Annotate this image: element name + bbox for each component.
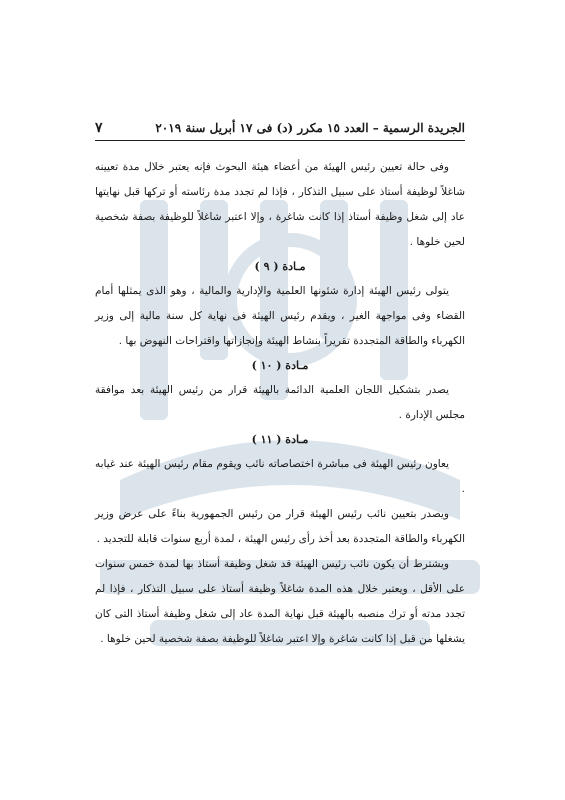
paragraph: يعاون رئيس الهيئة فى مباشرة اختصاصاته نائب ويقوم مقام رئيس الهيئة عند غيابه . xyxy=(95,458,465,495)
paragraph: ويصدر بتعيين نائب رئيس الهيئة قرار من رئيس الجمهورية بناءً على عرض وزير الكهرباء والطاقة المتجددة بعد أخذ رأى رئيس الهيئة ، لمدة أربع سنوات قابلة للتجديد . xyxy=(95,508,465,545)
page-header xyxy=(95,120,465,140)
paragraph: ويشترط أن يكون نائب رئيس الهيئة قد شغل وظيفة أستاذ بها لمدة خمس سنوات على الأقل ، ويعتبر خلال هذه المدة شاغلاً وظيفة أستاذ على سبيل التذكار ، فإذا لم تجدد مدته أو ترك منصبه بالهيئة قبل نهاية المدة عاد إلى شغل وظيفة أستاذ التى كان يشغلها من قبل إذا كانت شاغرة وإلا اعتبر شاغلاً للوظيفة بصفة شخصية لحين خلوها . xyxy=(95,558,465,645)
article-heading: مـادة ( ١١ ) xyxy=(251,433,309,446)
document-body xyxy=(95,155,465,652)
document-page xyxy=(95,120,465,652)
paragraph: يصدر بتشكيل اللجان العلمية الدائمة بالهيئة قرار من رئيس الهيئة بعد موافقة مجلس الإدارة . xyxy=(95,384,465,421)
header-divider xyxy=(95,140,465,141)
article-heading: مـادة ( ١٠ ) xyxy=(251,359,309,372)
page-number: ٧ xyxy=(95,120,103,136)
paragraph: يتولى رئيس الهيئة إدارة شئونها العلمية والإدارية والمالية ، وهو الذى يمثلها أمام القضاء وفى مواجهة الغير ، ويقدم رئيس الهيئة فى نهاية كل سنة مالية إلى وزير الكهرباء والطاقة المتجددة تقريراً بنشاط الهيئة وإنجازاتها واقتراحات النهوض بها . xyxy=(95,285,465,347)
gazette-title: الجريدة الرسمية – العدد ١٥ مكرر (د) فى ١٧ أبريل سنة ٢٠١٩ xyxy=(155,121,465,135)
paragraph: وفى حالة تعيين رئيس الهيئة من أعضاء هيئة البحوث فإنه يعتبر خلال مدة تعيينه شاغلاً لوظيفة أستاذ على سبيل التذكار ، فإذا لم تجدد مدة رئاسته أو تركها قبل نهايتها عاد إلى شغل وظيفة أستاذ إذا كانت شاغرة ، وإلا اعتبر شاغلاً للوظيفة بصفة شخصية لحين خلوها . xyxy=(95,161,465,248)
article-heading: مـادة ( ٩ ) xyxy=(254,260,306,273)
